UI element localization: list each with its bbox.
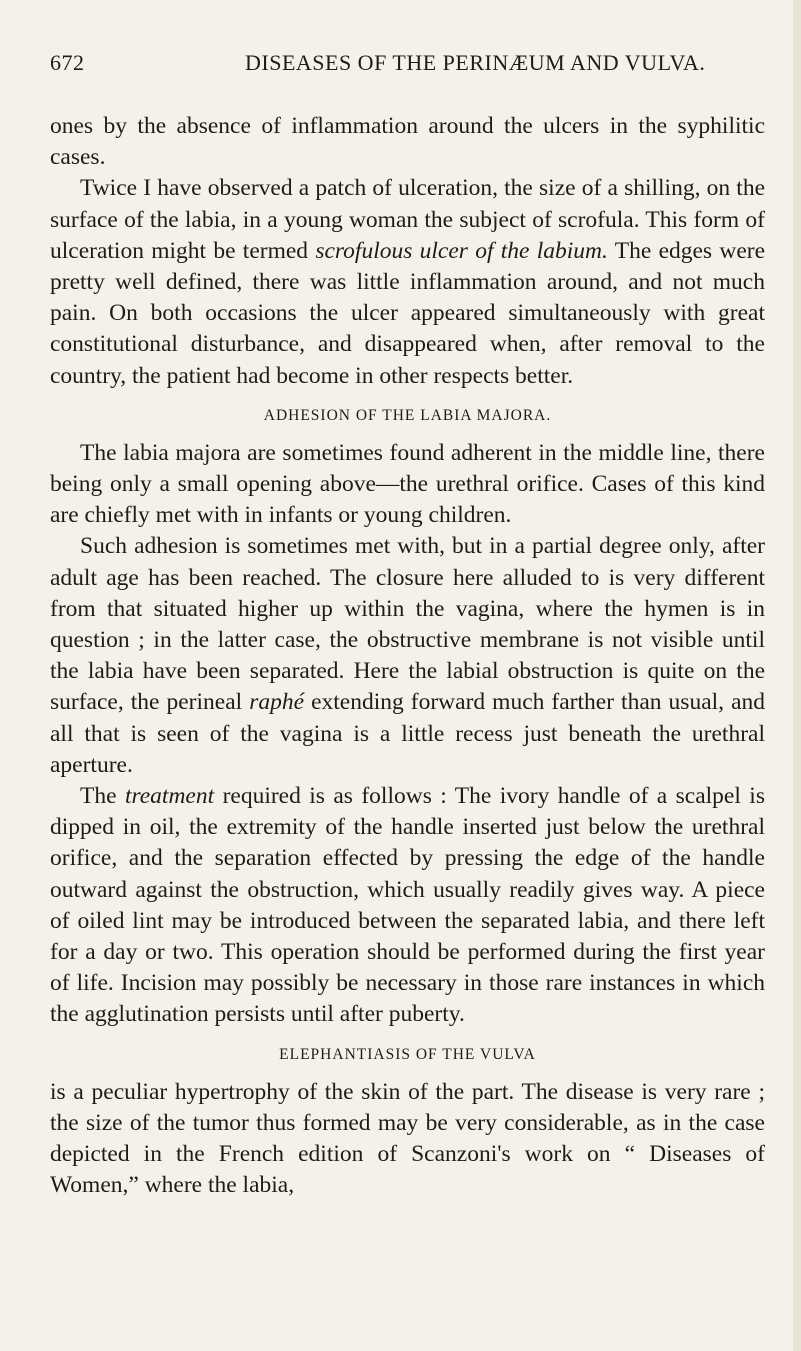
paragraph [50, 781, 765, 1031]
text-run: Twice I have observed a patch of ulceration, the size of a shilling, on the surface of the labia, in a young woman the subject of scrofula. This form of ulceration might be termed [50, 175, 765, 264]
italic-term: scrofulous ulcer of the labium. [315, 237, 608, 264]
text-run: Such adhesion is sometimes met with, but in a partial degree only, after adult age has been reached. The closure here alluded to is very different from that situated higher up within the vagina, where the hymen is in question ; in the latter case, the obstructive membrane is not visible until the labia have been separated. Here the labial obstruction is quite on the surface, the perineal [50, 533, 765, 716]
text-run: The edges were pretty well defined, there was little inflammation around, and not much pain. On both occasions the ulcer appeared simultaneously with great constitutional disturbance, and disappeared when, after removal to the country, the patient had become in other respects better. [50, 237, 766, 389]
paragraph [50, 173, 765, 391]
italic-term: raphé [249, 689, 305, 716]
italic-term: treatment [124, 783, 215, 810]
page-number: 672 [50, 50, 85, 75]
running-header [50, 50, 765, 86]
page-edge [793, 0, 801, 1351]
paragraph: The labia majora are sometimes found adherent in the middle line, there being only a small opening above—the urethral orifice. Cases of this kind are chiefly met with in infants or young children. [50, 439, 765, 529]
running-title: DISEASES OF THE PERINÆUM AND VULVA. [245, 50, 706, 75]
paragraph: is a peculiar hypertrophy of the skin of the part. The disease is very rare ; the size of the tumor thus formed may be very considerable, as in the case depicted in the French edition of Scanzoni's work on “ Diseases of Women,” where the labia, [50, 1078, 765, 1199]
paragraph: ones by the absence of inflammation around the ulcers in the syphilitic cases. [50, 113, 765, 171]
text-run: required is as follows : The ivory handle of a scalpel is dipped in oil, the extremity of the handle inserted just below the urethral orifice, and the separation effected by pressing the edge of the handle outward against the obstruction, which usually readily gives way. A piece of oiled lint may be introduced between the separated labia, and there left for a day or two. This operation should be performed during the first year of life. Incision may possibly be necessary in those rare instances in which the agglutination persists until after puberty. [50, 783, 765, 1028]
section-heading: ELEPHANTIASIS OF THE VULVA [279, 1045, 536, 1063]
text-run: extending forward much farther than usual, and all that is seen of the vagina is a little recess just beneath the urethral aperture. [50, 689, 765, 778]
body-text [50, 111, 765, 1202]
paragraph [50, 531, 765, 781]
section-heading: ADHESION OF THE LABIA MAJORA. [263, 406, 552, 424]
text-run: The [80, 783, 125, 810]
